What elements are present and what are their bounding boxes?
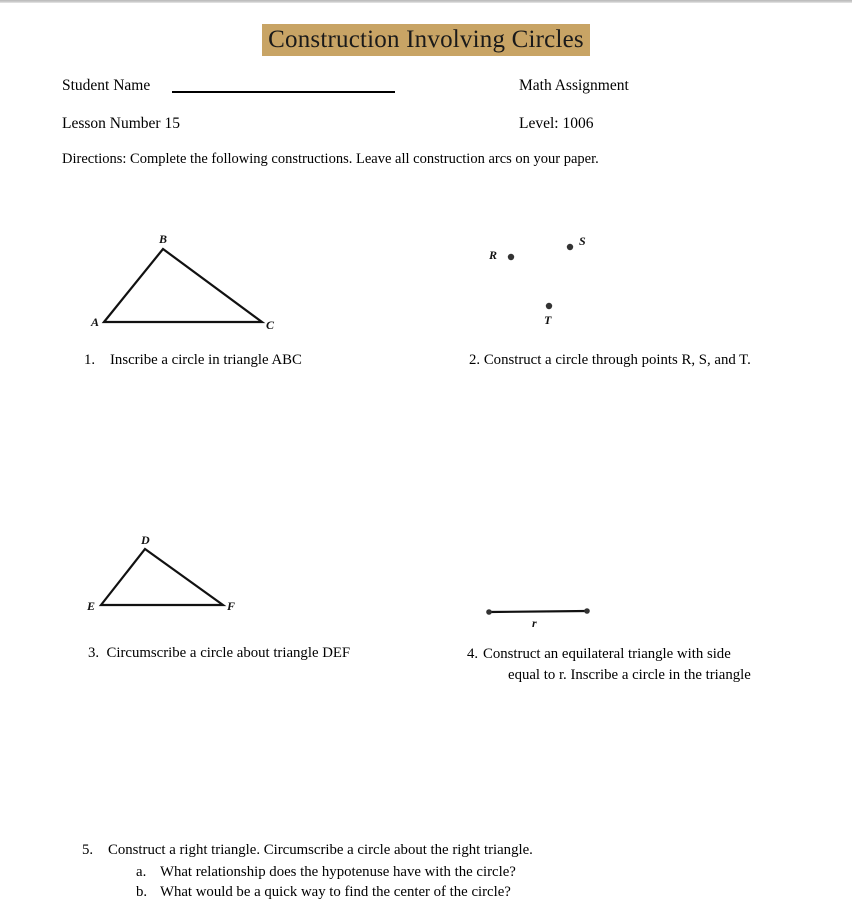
- page-title: Construction Involving Circles: [262, 24, 590, 56]
- problem-2-prompt: [469, 351, 751, 371]
- triangle-def-outline: [101, 549, 223, 605]
- vertex-label-e: E: [87, 599, 96, 613]
- problem-1-text: Inscribe a circle in triangle ABC: [110, 352, 302, 368]
- problem-4-text-line-1: Construct an equilateral triangle with side: [483, 646, 731, 662]
- student-name-write-in-line[interactable]: [172, 91, 395, 93]
- point-s-dot: [567, 244, 573, 250]
- point-label-r: R: [489, 248, 498, 262]
- problem-5-text: Construct a right triangle. Circumscribe a circle about the right triangle.: [108, 842, 533, 858]
- segment-r-line: [489, 611, 587, 612]
- problem-5-sub-a: [136, 862, 516, 883]
- problem-1-number: 1.: [84, 352, 96, 368]
- segment-label-r: r: [532, 616, 537, 630]
- point-r-dot: [508, 254, 514, 260]
- problem-3-prompt: [88, 644, 350, 664]
- vertex-label-b: B: [159, 232, 168, 246]
- problem-5-sub-b-text: What would be a quick way to find the center of the circle?: [160, 884, 511, 900]
- problem-4-text-line-2: equal to r. Inscribe a circle in the triangle: [508, 667, 751, 683]
- directions-text: Directions: Complete the following constructions. Leave all construction arcs on your paper.: [62, 151, 599, 167]
- vertex-label-a: A: [91, 315, 100, 329]
- problem-2-number: 2.: [469, 352, 481, 368]
- segment-r-endpoint-left: [486, 609, 492, 615]
- problem-4-number: 4.: [467, 646, 479, 662]
- figure-segment-r: [480, 600, 600, 636]
- triangle-abc-outline: [104, 249, 262, 322]
- page-title-container: [0, 24, 852, 56]
- problem-5-prompt: [82, 841, 533, 861]
- problem-3-text: Circumscribe a circle about triangle DEF: [106, 645, 351, 661]
- figure-triangle-abc: [70, 225, 300, 345]
- vertex-label-f: F: [227, 599, 236, 613]
- problem-3-number: 3.: [88, 645, 100, 661]
- vertex-label-d: D: [141, 533, 150, 547]
- figure-triangle-def: [70, 530, 270, 630]
- problem-5-sub-a-text: What relationship does the hypotenuse have with the circle?: [160, 864, 516, 880]
- point-label-s: S: [579, 234, 586, 248]
- problem-5-sub-b-letter: b.: [136, 884, 148, 900]
- top-divider-rule: [0, 0, 852, 3]
- problem-5-number: 5.: [82, 842, 94, 858]
- problem-4-prompt: [467, 644, 787, 686]
- problem-1-prompt: [84, 351, 302, 371]
- lesson-number-label: Lesson Number 15: [62, 115, 180, 132]
- assignment-label: Math Assignment: [519, 77, 629, 94]
- vertex-label-c: C: [266, 318, 275, 332]
- student-name-label: Student Name: [62, 77, 151, 94]
- segment-r-endpoint-right: [584, 608, 590, 614]
- level-label: Level: 1006: [519, 115, 594, 132]
- problem-2-text: Construct a circle through points R, S, and T.: [483, 352, 751, 368]
- point-label-t: T: [544, 313, 552, 327]
- figure-points-rst: [480, 228, 620, 338]
- point-t-dot: [546, 303, 552, 309]
- problem-5-sub-b: [136, 882, 511, 903]
- problem-5-sub-a-letter: a.: [136, 864, 147, 880]
